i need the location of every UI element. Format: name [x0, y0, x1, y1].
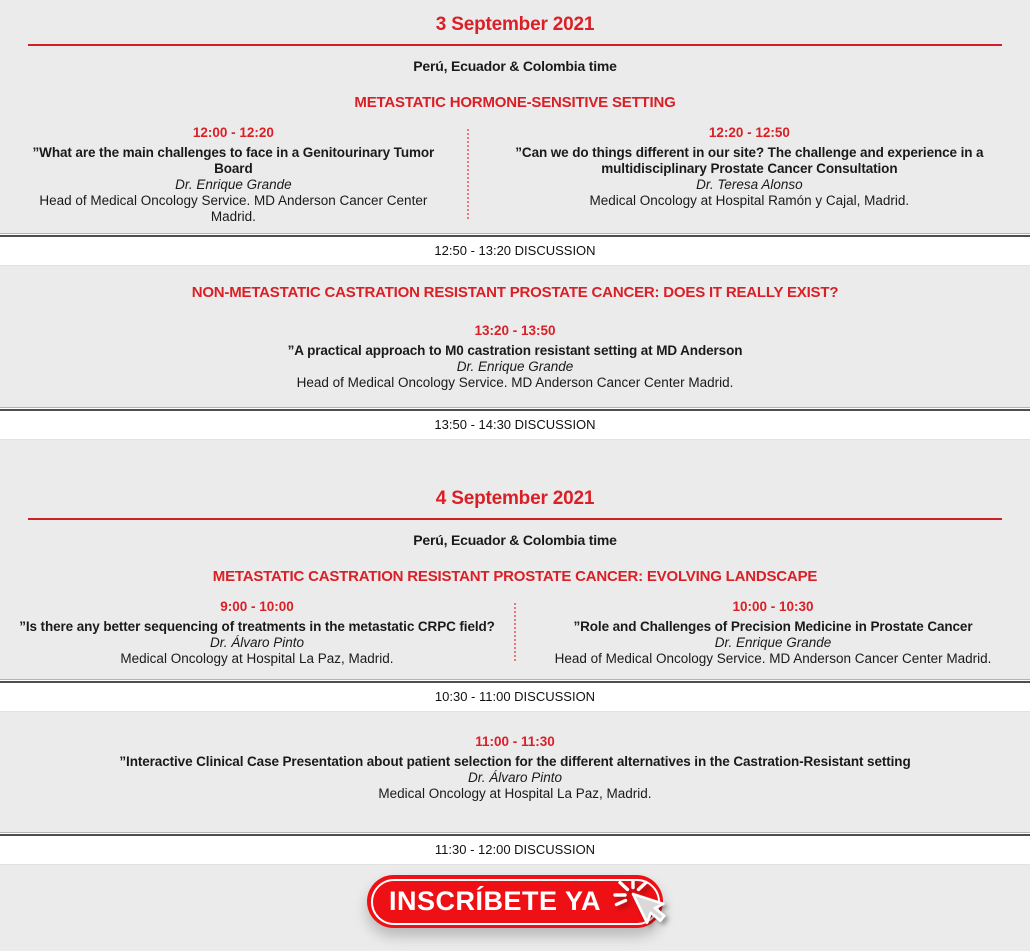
session-speaker: Dr. Álvaro Pinto — [467, 770, 563, 785]
session-title: ”Is there any better sequencing of treatments in the metastatic CRPC field? — [19, 619, 495, 634]
discussion-bar — [0, 832, 1030, 865]
session-affiliation: Head of Medical Oncology Service. MD Anderson Cancer Center Madrid. — [39, 193, 428, 224]
discussion-bar — [0, 233, 1030, 266]
session-time: 10:00 - 10:30 — [732, 599, 814, 614]
session-time: 12:20 - 12:50 — [708, 125, 790, 140]
discussion-label: 11:30 - 12:00 DISCUSSION — [0, 834, 1030, 864]
session-card — [0, 125, 467, 225]
session-affiliation: Medical Oncology at Hospital La Paz, Madrid. — [378, 786, 652, 801]
session-row — [0, 125, 1030, 225]
register-button[interactable] — [367, 875, 663, 928]
section-heading: METASTATIC CASTRATION RESISTANT PROSTATE CANCER: EVOLVING LANDSCAPE — [212, 568, 818, 585]
session-card — [0, 599, 514, 667]
cta-section — [0, 875, 1030, 928]
session-title: ”A practical approach to M0 castration resistant setting at MD Anderson — [287, 343, 743, 358]
session-card — [0, 323, 1030, 391]
session-time: 9:00 - 10:00 — [220, 599, 294, 614]
session-time: 13:20 - 13:50 — [474, 323, 556, 338]
session-card — [0, 734, 1030, 802]
day-2-block — [0, 488, 1030, 865]
click-cursor-icon — [605, 879, 677, 951]
discussion-bar — [0, 407, 1030, 440]
session-title: ”Role and Challenges of Precision Medicine in Prostate Cancer — [573, 619, 973, 634]
session-speaker: Dr. Álvaro Pinto — [209, 635, 305, 650]
session-title: ”Can we do things different in our site? The challenge and experience in a multidisciplinary Prostate Cancer Consultation — [515, 145, 984, 176]
session-title: ”What are the main challenges to face in a Genitourinary Tumor Board — [32, 145, 435, 176]
timezone-label: Perú, Ecuador & Colombia time — [413, 532, 617, 548]
session-affiliation: Medical Oncology at Hospital La Paz, Madrid. — [120, 651, 394, 666]
session-speaker: Dr. Enrique Grande — [456, 359, 574, 374]
section-heading: NON-METASTATIC CASTRATION RESISTANT PROSTATE CANCER: DOES IT REALLY EXIST? — [191, 284, 839, 301]
session-time: 11:00 - 11:30 — [475, 734, 555, 749]
day-title: 4 September 2021 — [435, 488, 595, 509]
register-button-label: INSCRÍBETE YA — [388, 886, 602, 916]
session-speaker: Dr. Enrique Grande — [714, 635, 832, 650]
discussion-label: 12:50 - 13:20 DISCUSSION — [0, 235, 1030, 265]
session-row — [0, 599, 1030, 667]
section-heading: METASTATIC HORMONE-SENSITIVE SETTING — [354, 94, 676, 111]
session-time: 12:00 - 12:20 — [192, 125, 274, 140]
title-divider-rule — [28, 518, 1002, 520]
session-card — [516, 599, 1030, 667]
discussion-bar — [0, 679, 1030, 712]
session-affiliation: Medical Oncology at Hospital Ramón y Cajal, Madrid. — [589, 193, 910, 208]
day-title: 3 September 2021 — [435, 14, 595, 35]
discussion-label: 10:30 - 11:00 DISCUSSION — [0, 681, 1030, 711]
session-speaker: Dr. Enrique Grande — [175, 177, 292, 192]
session-card — [469, 125, 1030, 225]
session-speaker: Dr. Teresa Alonso — [696, 177, 803, 192]
session-title: ”Interactive Clinical Case Presentation about patient selection for the different alternatives in the Castration-Resistant setting — [119, 754, 911, 769]
session-affiliation: Head of Medical Oncology Service. MD Anderson Cancer Center Madrid. — [296, 375, 734, 390]
discussion-label: 13:50 - 14:30 DISCUSSION — [0, 409, 1030, 439]
day-1-block — [0, 14, 1030, 440]
timezone-label: Perú, Ecuador & Colombia time — [413, 58, 617, 74]
session-affiliation: Head of Medical Oncology Service. MD Anderson Cancer Center Madrid. — [554, 651, 992, 666]
title-divider-rule — [28, 44, 1002, 46]
